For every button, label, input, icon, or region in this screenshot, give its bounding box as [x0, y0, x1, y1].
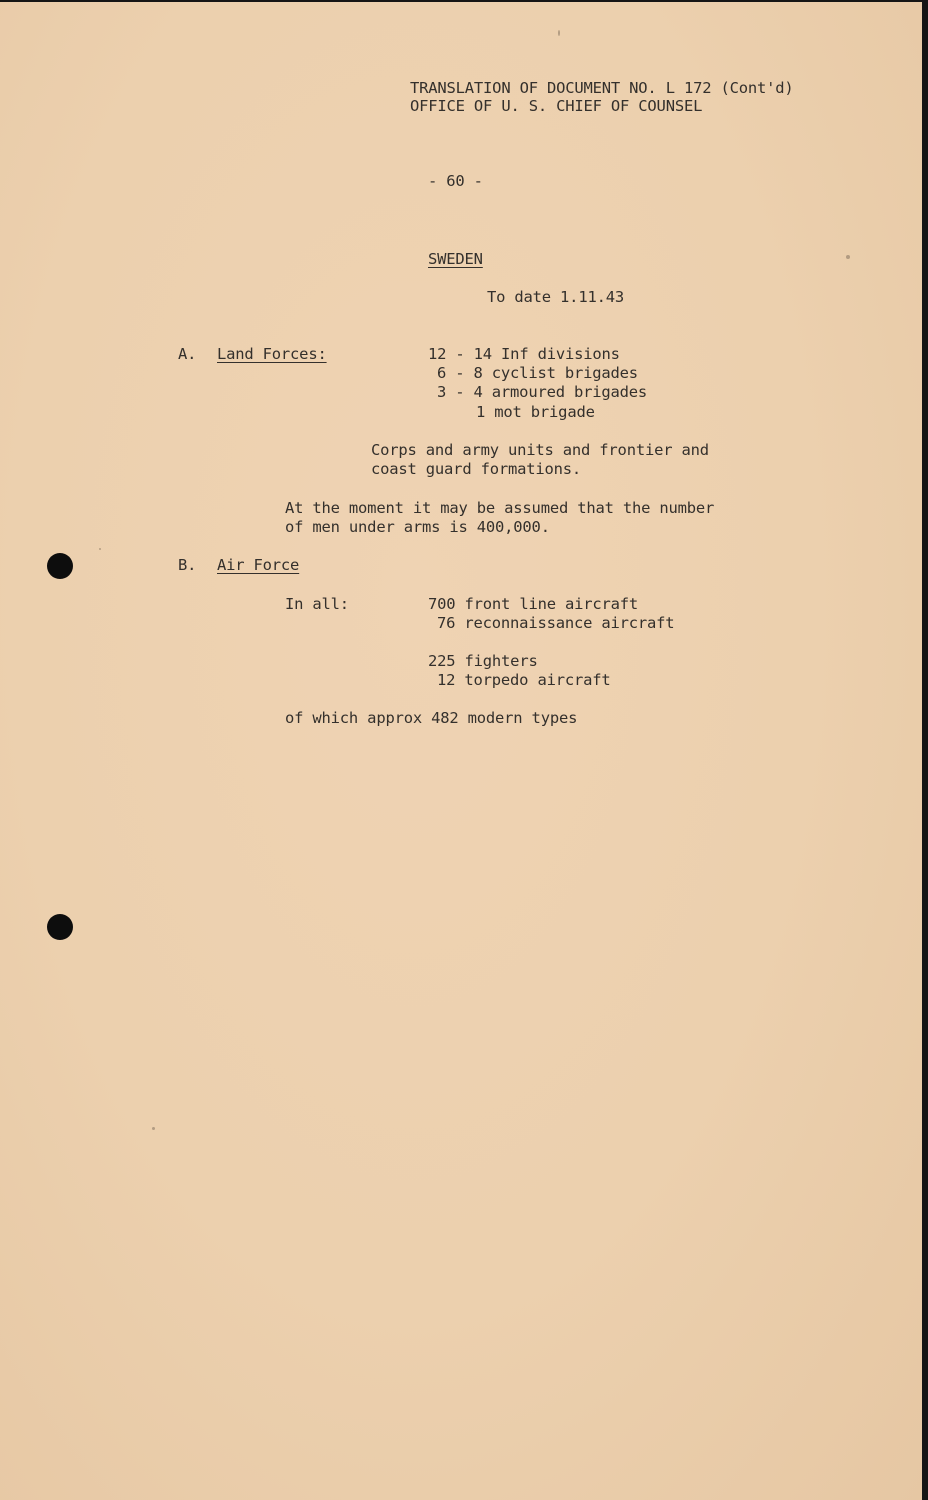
air-force-label: Air Force	[217, 556, 300, 574]
land-forces-item: 6 - 8 cyclist brigades	[437, 364, 638, 382]
land-forces-item: 3 - 4 armoured brigades	[437, 383, 648, 401]
header-line-1: TRANSLATION OF DOCUMENT NO. L 172 (Cont'd)	[410, 79, 794, 97]
land-forces-label: Land Forces:	[217, 345, 327, 363]
header-line-2: OFFICE OF U. S. CHIEF OF COUNSEL	[410, 97, 703, 115]
modern-types-note: of which approx 482 modern types	[285, 709, 578, 727]
aircraft-item: 700 front line aircraft	[428, 595, 639, 613]
punch-hole	[47, 553, 73, 579]
date-line: To date 1.11.43	[487, 288, 624, 306]
paper-speck	[558, 30, 560, 36]
land-forces-item: 12 - 14 Inf divisions	[428, 345, 620, 363]
in-all-label: In all:	[285, 595, 349, 613]
page-number: - 60 -	[428, 172, 483, 190]
paper-speck	[99, 548, 101, 550]
punch-hole	[47, 914, 73, 940]
paper-speck	[152, 1127, 155, 1130]
strength-note-line-2: of men under arms is 400,000.	[285, 518, 550, 536]
country-heading: SWEDEN	[428, 250, 483, 268]
aircraft-item: 76 reconnaissance aircraft	[437, 614, 675, 632]
section-a-marker: A.	[178, 345, 197, 363]
paper-speck	[846, 255, 850, 259]
section-b-marker: B.	[178, 556, 197, 574]
aircraft-item: 12 torpedo aircraft	[437, 671, 611, 689]
units-note-line-1: Corps and army units and frontier and	[371, 441, 709, 459]
aircraft-item: 225 fighters	[428, 652, 538, 670]
strength-note-line-1: At the moment it may be assumed that the number	[285, 499, 715, 517]
document-page	[0, 2, 922, 1500]
units-note-line-2: coast guard formations.	[371, 460, 582, 478]
land-forces-item: 1 mot brigade	[476, 403, 595, 421]
